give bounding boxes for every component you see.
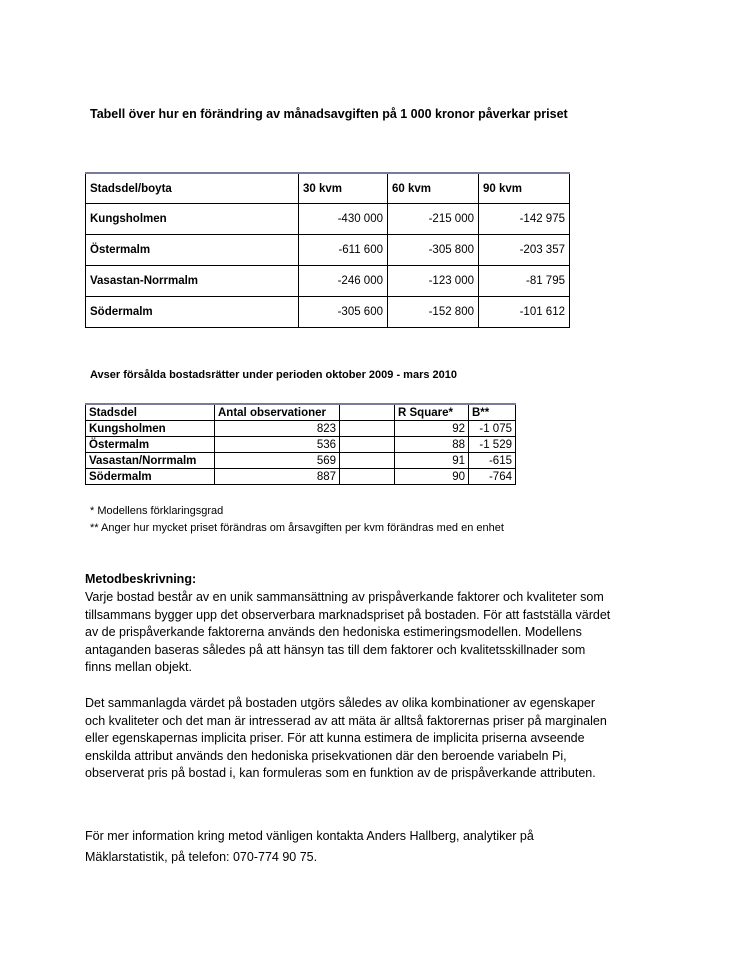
row-label: Vasastan-Norrmalm: [86, 266, 299, 297]
table-cell: -101 612: [479, 297, 570, 328]
contact-paragraph: För mer information kring metod vänligen kontakta Anders Hallberg, analytiker på Mäklarstatistik, på telefon: 070-774 90 75.: [85, 829, 534, 864]
method-paragraph: Det sammanlagda värdet på bostaden utgörs således av olika kombinationer av egenskaper och kvaliteter och det man är intresserad av att mäta är alltså faktorernas priser på marginalen eller egenskapernas implicita priser. För att kunna estimera de implicita priserna avseende enskilda attribut används den hedoniska prisekvationen där den beroende variabeln Pi, observerat pris på bostad i, kan formuleras som en funktion av de prispåverkande attributen.: [85, 696, 607, 780]
footnote-b: ** Anger hur mycket priset förändras om årsavgiften per kvm förändras med en enhet: [90, 522, 504, 534]
table-cell: 90: [395, 469, 469, 485]
table-cell: -430 000: [299, 204, 388, 235]
table-cell: -152 800: [388, 297, 479, 328]
table-row: [86, 469, 516, 485]
table-cell: 536: [215, 437, 340, 453]
table-cell: [340, 469, 395, 485]
table-cell: -123 000: [388, 266, 479, 297]
table-cell: -142 975: [479, 204, 570, 235]
header-cell: B**: [469, 404, 516, 421]
table-header-row: [86, 173, 570, 204]
header-cell: R Square*: [395, 404, 469, 421]
table-cell: -611 600: [299, 235, 388, 266]
table-cell: 823: [215, 421, 340, 437]
header-cell: Antal observationer: [215, 404, 340, 421]
header-cell: 30 kvm: [299, 173, 388, 204]
table-cell: [340, 437, 395, 453]
row-label: Kungsholmen: [86, 421, 215, 437]
header-cell: 60 kvm: [388, 173, 479, 204]
row-label: Vasastan/Norrmalm: [86, 453, 215, 469]
row-label: Östermalm: [86, 437, 215, 453]
table-cell: -215 000: [388, 204, 479, 235]
regression-table: [85, 403, 516, 485]
table-cell: -615: [469, 453, 516, 469]
table-header-row: [86, 404, 516, 421]
header-cell: 90 kvm: [479, 173, 570, 204]
table-cell: -1 529: [469, 437, 516, 453]
price-change-table: [85, 172, 570, 328]
period-note: Avser försålda bostadsrätter under perioden oktober 2009 - mars 2010: [90, 369, 458, 381]
table-cell: -1 075: [469, 421, 516, 437]
table-cell: [340, 421, 395, 437]
table-cell: -305 600: [299, 297, 388, 328]
table-cell: 887: [215, 469, 340, 485]
table-cell: 569: [215, 453, 340, 469]
row-label: Södermalm: [86, 297, 299, 328]
table-cell: 88: [395, 437, 469, 453]
table-row: [86, 235, 570, 266]
table-cell: -203 357: [479, 235, 570, 266]
row-label: Södermalm: [86, 469, 215, 485]
table-cell: [340, 453, 395, 469]
table-cell: -764: [469, 469, 516, 485]
table-row: [86, 453, 516, 469]
table-cell: 92: [395, 421, 469, 437]
table-row: [86, 421, 516, 437]
table-row: [86, 437, 516, 453]
row-label: Kungsholmen: [86, 204, 299, 235]
table-cell: -305 800: [388, 235, 479, 266]
header-cell: Stadsdel/boyta: [86, 173, 299, 204]
document-title: Tabell över hur en förändring av månadsavgiften på 1 000 kronor påverkar priset: [90, 107, 568, 121]
row-label: Östermalm: [86, 235, 299, 266]
table-row: [86, 297, 570, 328]
table-cell: -246 000: [299, 266, 388, 297]
table-row: [86, 266, 570, 297]
header-cell: [340, 404, 395, 421]
table-cell: 91: [395, 453, 469, 469]
table-row: [86, 204, 570, 235]
method-paragraph: Varje bostad består av en unik sammansättning av prispåverkande faktorer och kvaliteter som tillsammans bygger upp det observerbara marknadspriset på bostaden. För att fastställa värdet av de prispåverkande faktorerna används den hedoniska estimeringsmodellen. Modellens antaganden baseras således på att hänsyn tas till dem faktorer och kvalitetsskillnader som finns mellan objekt.: [85, 590, 611, 674]
method-heading: Metodbeskrivning:: [85, 572, 197, 586]
footnote-r-square: * Modellens förklaringsgrad: [90, 505, 224, 517]
header-cell: Stadsdel: [86, 404, 215, 421]
table-cell: -81 795: [479, 266, 570, 297]
